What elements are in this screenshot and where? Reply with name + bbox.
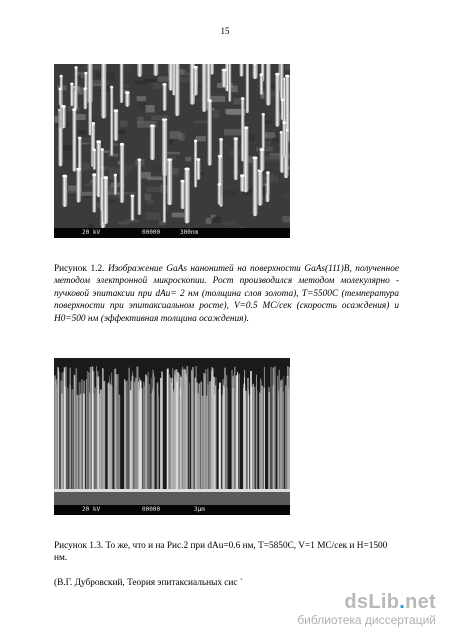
- figure-1-2-caption: [54, 263, 399, 325]
- scale-number: 00000: [142, 506, 161, 513]
- scale-number: 00000: [142, 229, 161, 236]
- scale-voltage: 20 kV: [82, 229, 101, 236]
- watermark-subtitle: библиотека диссертаций: [297, 613, 436, 627]
- caption-label: Рисунок 1.2.: [54, 264, 108, 274]
- watermark-logo: dsLib.net: [344, 591, 436, 613]
- nanowire-cross-section: [54, 358, 290, 505]
- sem-image-nanowires-top: [54, 64, 290, 238]
- caption-text: Изображение GaAs нанонитей на поверхности GaAs(111)B, полученное методом электронной микроскопии. Рост производился методом молекулярно - пучковой эпитаксии при dAu= 2 нм (толщина слоя золота), T=5500C (температура поверхности при эпитаксиальном росте), V=0.5 МС/сек (скорость осаждения) и H0=500 нм (эффективная толщина осаждения).: [54, 264, 399, 324]
- scale-voltage: 20 kV: [82, 506, 101, 513]
- sem-image-nanowires-side: [54, 358, 290, 515]
- scale-bar: [54, 505, 290, 515]
- scale-length: 300nm: [180, 229, 199, 236]
- page-number: 15: [220, 26, 230, 36]
- nanowire-micrograph: [54, 64, 290, 228]
- scale-bar: [54, 228, 290, 238]
- scale-length: 3μm: [194, 506, 205, 513]
- figure-1-3-caption: Рисунок 1.3. То же, что и на Рис.2 при dAu=0.6 нм, T=5850C, V=1 МС/сек и H=1500 нм.: [54, 541, 388, 564]
- reference-text: (В.Г. Дубровский, Теория эпитаксиальных сис `: [54, 578, 243, 588]
